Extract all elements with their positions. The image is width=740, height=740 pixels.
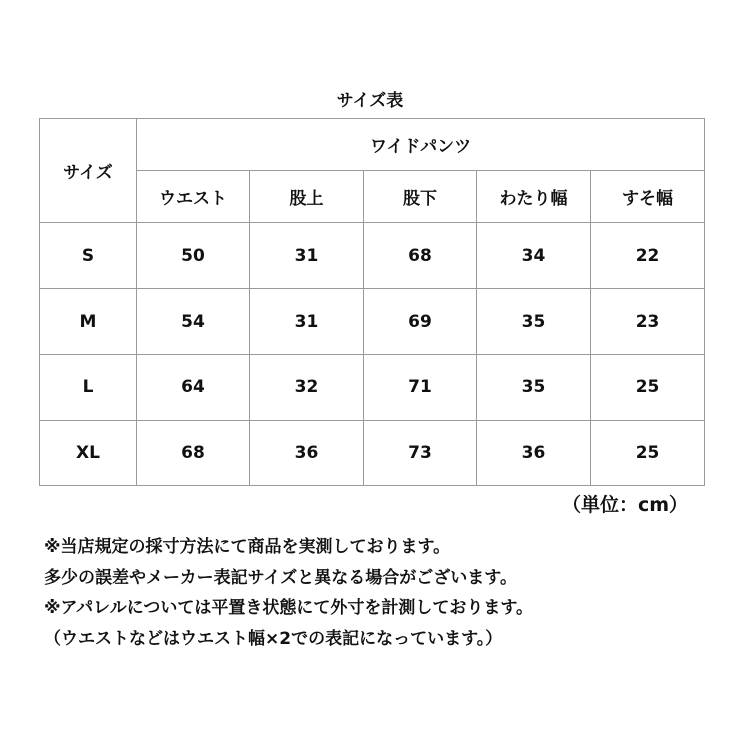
table-cell: 25 — [591, 354, 705, 420]
note-line: ※当店規定の採寸方法にて商品を実測しております。 — [44, 537, 451, 557]
column-header-waist: ウエスト — [137, 171, 250, 223]
table-row — [40, 420, 705, 485]
page-title: サイズ表 — [336, 91, 404, 111]
table-row — [40, 223, 705, 289]
note-line: （ウエストなどはウエスト幅×2での表記になっています。） — [44, 628, 503, 649]
table-cell: 68 — [364, 223, 477, 289]
table-cell: 64 — [137, 354, 250, 420]
table-cell: 71 — [364, 354, 477, 420]
table-cell: 22 — [591, 223, 705, 289]
table-row — [40, 289, 705, 354]
size-label: S — [40, 223, 137, 289]
table-cell: 36 — [250, 420, 364, 485]
column-header-inseam: 股下 — [364, 171, 477, 223]
note-line: 多少の誤差やメーカー表記サイズと異なる場合がございます。 — [44, 567, 517, 588]
column-header-hem: すそ幅 — [591, 171, 705, 223]
table-cell: 34 — [477, 223, 591, 289]
table-cell: 23 — [591, 289, 705, 354]
table-cell: 31 — [250, 223, 364, 289]
note-line: ※アパレルについては平置き状態にて外寸を計測しております。 — [44, 598, 534, 618]
unit-label: （単位：cm） — [561, 494, 688, 516]
size-label: M — [40, 289, 137, 354]
table-cell: 54 — [137, 289, 250, 354]
table-cell: 69 — [364, 289, 477, 354]
size-label: L — [40, 354, 137, 420]
product-header-cell: ワイドパンツ — [137, 119, 705, 171]
table-cell: 36 — [477, 420, 591, 485]
table-cell: 35 — [477, 289, 591, 354]
table-cell: 68 — [137, 420, 250, 485]
column-header-rise: 股上 — [250, 171, 364, 223]
size-label: XL — [40, 420, 137, 485]
table-cell: 25 — [591, 420, 705, 485]
table-row — [40, 354, 705, 420]
table-cell: 32 — [250, 354, 364, 420]
column-header-thigh: わたり幅 — [477, 171, 591, 223]
table-cell: 73 — [364, 420, 477, 485]
table-cell: 35 — [477, 354, 591, 420]
notes — [44, 532, 724, 654]
size-header-cell: サイズ — [40, 119, 137, 223]
table-cell: 31 — [250, 289, 364, 354]
table-cell: 50 — [137, 223, 250, 289]
size-table — [39, 118, 705, 486]
